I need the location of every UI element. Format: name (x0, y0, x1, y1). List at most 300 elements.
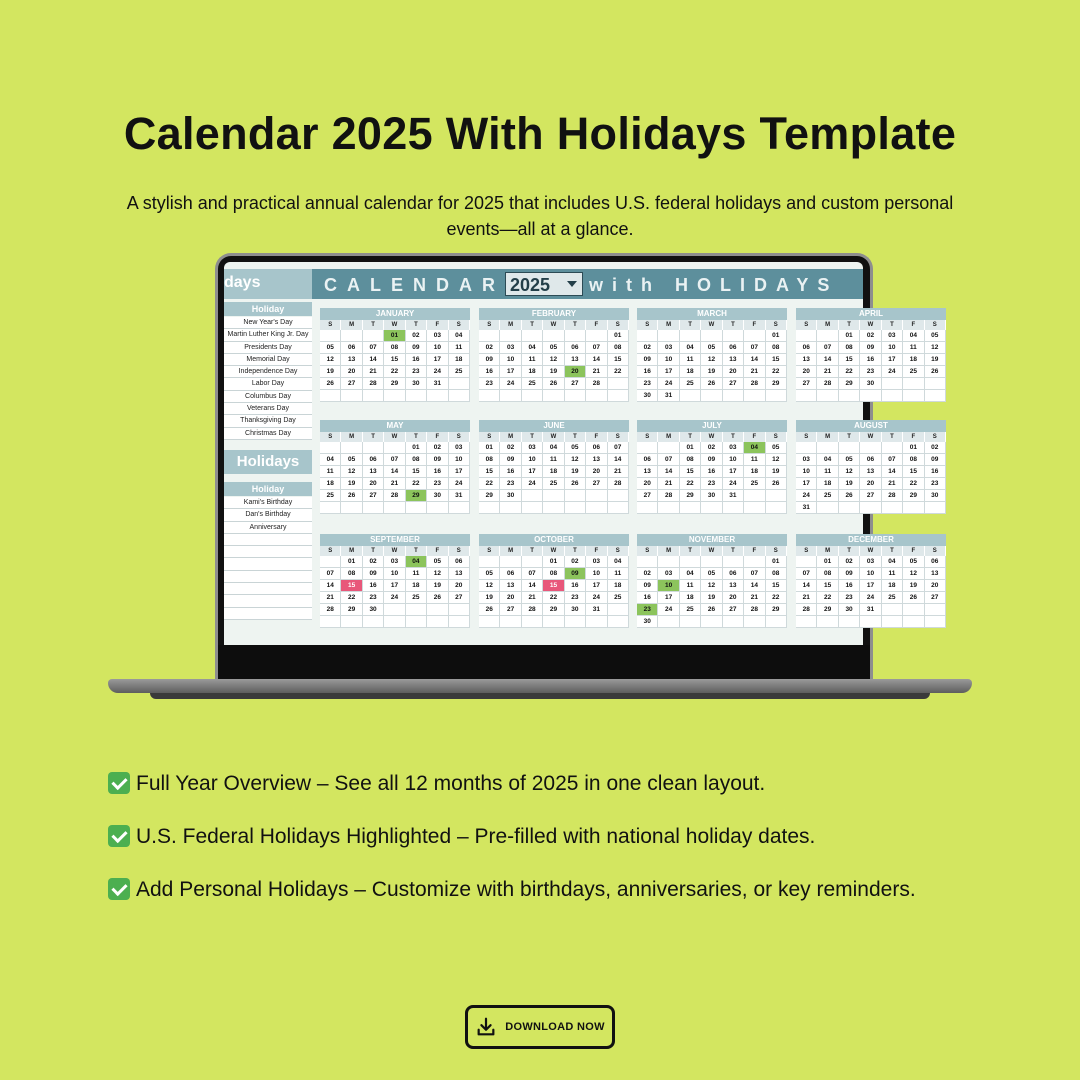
day-cell[interactable]: 28 (522, 604, 543, 616)
day-cell[interactable]: 13 (860, 466, 881, 478)
day-cell[interactable]: 27 (586, 478, 607, 490)
day-cell[interactable]: 21 (586, 366, 607, 378)
day-cell[interactable]: 11 (903, 342, 924, 354)
day-cell[interactable]: 02 (500, 442, 521, 454)
day-cell[interactable]: 28 (586, 378, 607, 390)
day-cell[interactable]: 03 (427, 330, 448, 342)
day-cell[interactable]: 28 (320, 604, 341, 616)
day-cell[interactable]: 08 (839, 342, 860, 354)
day-cell[interactable]: 01 (817, 556, 838, 568)
day-cell[interactable] (543, 330, 564, 342)
day-cell[interactable]: 16 (500, 466, 521, 478)
day-cell[interactable]: 05 (320, 342, 341, 354)
day-cell[interactable]: 16 (860, 354, 881, 366)
day-cell[interactable]: 22 (766, 592, 787, 604)
day-cell[interactable] (406, 502, 427, 514)
day-cell[interactable]: 17 (796, 478, 817, 490)
day-cell[interactable]: 09 (637, 580, 658, 592)
day-cell[interactable]: 13 (341, 354, 362, 366)
day-cell[interactable] (680, 616, 701, 628)
day-cell[interactable]: 12 (427, 568, 448, 580)
day-cell[interactable]: 12 (903, 568, 924, 580)
day-cell[interactable]: 30 (860, 378, 881, 390)
day-cell[interactable]: 19 (839, 478, 860, 490)
day-cell[interactable]: 17 (384, 580, 405, 592)
day-cell[interactable]: 17 (723, 466, 744, 478)
day-cell[interactable]: 08 (903, 454, 924, 466)
day-cell[interactable]: 16 (637, 592, 658, 604)
day-cell[interactable]: 04 (744, 442, 765, 454)
day-cell[interactable]: 02 (479, 342, 500, 354)
day-cell[interactable]: 25 (522, 378, 543, 390)
day-cell[interactable]: 20 (637, 478, 658, 490)
day-cell[interactable]: 28 (796, 604, 817, 616)
day-cell[interactable]: 28 (744, 378, 765, 390)
day-cell[interactable]: 26 (565, 478, 586, 490)
day-cell[interactable]: 18 (680, 592, 701, 604)
day-cell[interactable]: 04 (903, 330, 924, 342)
day-cell[interactable]: 17 (522, 466, 543, 478)
day-cell[interactable] (500, 556, 521, 568)
day-cell[interactable]: 14 (586, 354, 607, 366)
day-cell[interactable] (723, 502, 744, 514)
day-cell[interactable]: 14 (658, 466, 679, 478)
day-cell[interactable]: 20 (565, 366, 586, 378)
day-cell[interactable]: 19 (320, 366, 341, 378)
day-cell[interactable] (766, 502, 787, 514)
day-cell[interactable]: 22 (341, 592, 362, 604)
day-cell[interactable]: 07 (608, 442, 629, 454)
day-cell[interactable] (839, 442, 860, 454)
day-cell[interactable] (363, 502, 384, 514)
day-cell[interactable]: 06 (796, 342, 817, 354)
day-cell[interactable]: 01 (384, 330, 405, 342)
day-cell[interactable]: 22 (766, 366, 787, 378)
day-cell[interactable]: 01 (766, 556, 787, 568)
day-cell[interactable]: 03 (384, 556, 405, 568)
day-cell[interactable] (796, 330, 817, 342)
day-cell[interactable]: 13 (586, 454, 607, 466)
day-cell[interactable]: 20 (449, 580, 470, 592)
day-cell[interactable]: 02 (860, 330, 881, 342)
day-cell[interactable]: 28 (658, 490, 679, 502)
day-cell[interactable] (796, 442, 817, 454)
day-cell[interactable] (925, 390, 946, 402)
day-cell[interactable]: 21 (658, 478, 679, 490)
day-cell[interactable]: 01 (341, 556, 362, 568)
day-cell[interactable]: 09 (479, 354, 500, 366)
day-cell[interactable]: 05 (341, 454, 362, 466)
day-cell[interactable] (680, 390, 701, 402)
day-cell[interactable] (766, 390, 787, 402)
day-cell[interactable]: 11 (882, 568, 903, 580)
day-cell[interactable] (363, 442, 384, 454)
day-cell[interactable] (320, 502, 341, 514)
day-cell[interactable]: 25 (320, 490, 341, 502)
day-cell[interactable]: 22 (839, 366, 860, 378)
day-cell[interactable]: 05 (925, 330, 946, 342)
day-cell[interactable]: 06 (586, 442, 607, 454)
day-cell[interactable]: 20 (586, 466, 607, 478)
day-cell[interactable]: 19 (479, 592, 500, 604)
day-cell[interactable]: 10 (796, 466, 817, 478)
day-cell[interactable]: 31 (449, 490, 470, 502)
day-cell[interactable]: 28 (744, 604, 765, 616)
day-cell[interactable]: 03 (522, 442, 543, 454)
day-cell[interactable] (449, 616, 470, 628)
day-cell[interactable]: 28 (817, 378, 838, 390)
day-cell[interactable] (658, 502, 679, 514)
day-cell[interactable]: 13 (363, 466, 384, 478)
day-cell[interactable]: 29 (766, 378, 787, 390)
day-cell[interactable]: 24 (658, 378, 679, 390)
day-cell[interactable]: 24 (522, 478, 543, 490)
day-cell[interactable] (320, 616, 341, 628)
day-cell[interactable]: 04 (817, 454, 838, 466)
day-cell[interactable]: 05 (903, 556, 924, 568)
day-cell[interactable]: 27 (565, 378, 586, 390)
day-cell[interactable] (903, 378, 924, 390)
day-cell[interactable] (680, 330, 701, 342)
day-cell[interactable]: 07 (817, 342, 838, 354)
day-cell[interactable]: 14 (522, 580, 543, 592)
day-cell[interactable]: 07 (384, 454, 405, 466)
day-cell[interactable]: 05 (701, 342, 722, 354)
day-cell[interactable]: 15 (817, 580, 838, 592)
day-cell[interactable] (522, 330, 543, 342)
day-cell[interactable]: 07 (658, 454, 679, 466)
day-cell[interactable] (882, 616, 903, 628)
day-cell[interactable]: 19 (903, 580, 924, 592)
day-cell[interactable]: 10 (882, 342, 903, 354)
day-cell[interactable] (766, 616, 787, 628)
day-cell[interactable]: 09 (925, 454, 946, 466)
day-cell[interactable]: 11 (817, 466, 838, 478)
day-cell[interactable]: 27 (860, 490, 881, 502)
day-cell[interactable] (925, 616, 946, 628)
day-cell[interactable]: 09 (500, 454, 521, 466)
day-cell[interactable]: 09 (860, 342, 881, 354)
day-cell[interactable]: 22 (817, 592, 838, 604)
day-cell[interactable]: 30 (925, 490, 946, 502)
day-cell[interactable]: 02 (839, 556, 860, 568)
day-cell[interactable]: 24 (384, 592, 405, 604)
day-cell[interactable]: 04 (406, 556, 427, 568)
day-cell[interactable]: 06 (565, 342, 586, 354)
day-cell[interactable] (341, 390, 362, 402)
day-cell[interactable] (479, 502, 500, 514)
day-cell[interactable] (925, 502, 946, 514)
day-cell[interactable] (608, 502, 629, 514)
day-cell[interactable] (406, 604, 427, 616)
day-cell[interactable] (839, 502, 860, 514)
day-cell[interactable] (565, 390, 586, 402)
day-cell[interactable]: 09 (565, 568, 586, 580)
day-cell[interactable]: 05 (839, 454, 860, 466)
day-cell[interactable]: 08 (406, 454, 427, 466)
day-cell[interactable]: 17 (500, 366, 521, 378)
day-cell[interactable]: 12 (543, 354, 564, 366)
day-cell[interactable]: 03 (882, 330, 903, 342)
day-cell[interactable]: 20 (363, 478, 384, 490)
day-cell[interactable]: 15 (543, 580, 564, 592)
day-cell[interactable]: 02 (363, 556, 384, 568)
download-button[interactable] (465, 1005, 615, 1049)
day-cell[interactable]: 09 (839, 568, 860, 580)
day-cell[interactable]: 23 (406, 366, 427, 378)
day-cell[interactable]: 16 (406, 354, 427, 366)
day-cell[interactable]: 05 (766, 442, 787, 454)
day-cell[interactable] (680, 502, 701, 514)
day-cell[interactable] (860, 502, 881, 514)
day-cell[interactable]: 06 (723, 568, 744, 580)
day-cell[interactable]: 14 (608, 454, 629, 466)
day-cell[interactable]: 27 (723, 604, 744, 616)
day-cell[interactable]: 29 (903, 490, 924, 502)
day-cell[interactable]: 13 (925, 568, 946, 580)
day-cell[interactable]: 10 (586, 568, 607, 580)
day-cell[interactable]: 14 (744, 354, 765, 366)
day-cell[interactable] (860, 390, 881, 402)
day-cell[interactable]: 15 (341, 580, 362, 592)
day-cell[interactable]: 04 (449, 330, 470, 342)
day-cell[interactable] (744, 490, 765, 502)
day-cell[interactable]: 17 (449, 466, 470, 478)
day-cell[interactable]: 12 (839, 466, 860, 478)
day-cell[interactable]: 15 (766, 580, 787, 592)
day-cell[interactable]: 05 (479, 568, 500, 580)
day-cell[interactable]: 01 (406, 442, 427, 454)
day-cell[interactable] (363, 390, 384, 402)
day-cell[interactable]: 10 (658, 580, 679, 592)
day-cell[interactable]: 11 (406, 568, 427, 580)
day-cell[interactable]: 03 (796, 454, 817, 466)
day-cell[interactable]: 18 (406, 580, 427, 592)
day-cell[interactable]: 23 (637, 378, 658, 390)
day-cell[interactable]: 07 (882, 454, 903, 466)
day-cell[interactable]: 04 (882, 556, 903, 568)
day-cell[interactable] (903, 616, 924, 628)
day-cell[interactable]: 04 (543, 442, 564, 454)
day-cell[interactable]: 23 (839, 592, 860, 604)
day-cell[interactable]: 18 (744, 466, 765, 478)
day-cell[interactable]: 26 (427, 592, 448, 604)
day-cell[interactable]: 12 (925, 342, 946, 354)
day-cell[interactable]: 02 (406, 330, 427, 342)
day-cell[interactable]: 28 (363, 378, 384, 390)
day-cell[interactable] (586, 390, 607, 402)
day-cell[interactable]: 25 (543, 478, 564, 490)
day-cell[interactable]: 30 (637, 616, 658, 628)
day-cell[interactable]: 11 (680, 354, 701, 366)
day-cell[interactable]: 09 (363, 568, 384, 580)
day-cell[interactable]: 15 (384, 354, 405, 366)
day-cell[interactable]: 25 (680, 378, 701, 390)
day-cell[interactable] (839, 390, 860, 402)
day-cell[interactable]: 07 (320, 568, 341, 580)
day-cell[interactable]: 03 (449, 442, 470, 454)
day-cell[interactable]: 17 (427, 354, 448, 366)
day-cell[interactable]: 15 (479, 466, 500, 478)
day-cell[interactable] (817, 442, 838, 454)
day-cell[interactable]: 07 (744, 342, 765, 354)
day-cell[interactable]: 23 (565, 592, 586, 604)
day-cell[interactable]: 21 (744, 366, 765, 378)
day-cell[interactable]: 13 (500, 580, 521, 592)
day-cell[interactable]: 02 (637, 342, 658, 354)
day-cell[interactable]: 09 (701, 454, 722, 466)
day-cell[interactable] (903, 390, 924, 402)
day-cell[interactable]: 18 (449, 354, 470, 366)
day-cell[interactable]: 24 (796, 490, 817, 502)
day-cell[interactable] (608, 490, 629, 502)
day-cell[interactable] (565, 490, 586, 502)
day-cell[interactable]: 22 (903, 478, 924, 490)
day-cell[interactable]: 18 (680, 366, 701, 378)
day-cell[interactable]: 08 (680, 454, 701, 466)
day-cell[interactable] (341, 616, 362, 628)
day-cell[interactable]: 26 (766, 478, 787, 490)
day-cell[interactable] (500, 616, 521, 628)
day-cell[interactable]: 06 (723, 342, 744, 354)
day-cell[interactable] (586, 490, 607, 502)
day-cell[interactable]: 23 (479, 378, 500, 390)
day-cell[interactable] (479, 616, 500, 628)
day-cell[interactable] (427, 502, 448, 514)
day-cell[interactable]: 29 (341, 604, 362, 616)
day-cell[interactable] (565, 616, 586, 628)
day-cell[interactable]: 01 (839, 330, 860, 342)
day-cell[interactable] (565, 330, 586, 342)
day-cell[interactable]: 05 (565, 442, 586, 454)
day-cell[interactable]: 19 (565, 466, 586, 478)
day-cell[interactable] (925, 378, 946, 390)
day-cell[interactable]: 19 (427, 580, 448, 592)
day-cell[interactable]: 15 (406, 466, 427, 478)
day-cell[interactable] (608, 616, 629, 628)
day-cell[interactable] (701, 390, 722, 402)
day-cell[interactable] (882, 378, 903, 390)
day-cell[interactable]: 10 (522, 454, 543, 466)
day-cell[interactable]: 10 (658, 354, 679, 366)
day-cell[interactable]: 18 (817, 478, 838, 490)
day-cell[interactable]: 31 (427, 378, 448, 390)
day-cell[interactable]: 08 (608, 342, 629, 354)
day-cell[interactable] (860, 442, 881, 454)
day-cell[interactable]: 05 (543, 342, 564, 354)
day-cell[interactable]: 14 (817, 354, 838, 366)
day-cell[interactable]: 20 (925, 580, 946, 592)
day-cell[interactable] (701, 330, 722, 342)
day-cell[interactable]: 13 (723, 354, 744, 366)
day-cell[interactable] (586, 502, 607, 514)
day-cell[interactable] (384, 502, 405, 514)
day-cell[interactable]: 23 (500, 478, 521, 490)
day-cell[interactable]: 22 (479, 478, 500, 490)
day-cell[interactable]: 27 (449, 592, 470, 604)
day-cell[interactable]: 14 (796, 580, 817, 592)
day-cell[interactable]: 18 (882, 580, 903, 592)
day-cell[interactable]: 18 (543, 466, 564, 478)
day-cell[interactable]: 29 (479, 490, 500, 502)
day-cell[interactable]: 08 (479, 454, 500, 466)
day-cell[interactable]: 22 (680, 478, 701, 490)
day-cell[interactable]: 15 (766, 354, 787, 366)
day-cell[interactable]: 11 (543, 454, 564, 466)
day-cell[interactable]: 02 (427, 442, 448, 454)
day-cell[interactable] (384, 442, 405, 454)
day-cell[interactable]: 15 (839, 354, 860, 366)
day-cell[interactable]: 27 (363, 490, 384, 502)
day-cell[interactable]: 15 (608, 354, 629, 366)
day-cell[interactable]: 25 (882, 592, 903, 604)
day-cell[interactable]: 04 (522, 342, 543, 354)
day-cell[interactable] (766, 490, 787, 502)
day-cell[interactable] (723, 616, 744, 628)
day-cell[interactable] (384, 390, 405, 402)
day-cell[interactable]: 30 (839, 604, 860, 616)
day-cell[interactable]: 28 (608, 478, 629, 490)
chevron-down-icon[interactable] (567, 281, 577, 287)
day-cell[interactable] (608, 390, 629, 402)
day-cell[interactable]: 13 (637, 466, 658, 478)
day-cell[interactable]: 22 (384, 366, 405, 378)
day-cell[interactable]: 26 (925, 366, 946, 378)
day-cell[interactable]: 04 (680, 342, 701, 354)
day-cell[interactable] (363, 616, 384, 628)
day-cell[interactable] (341, 502, 362, 514)
day-cell[interactable]: 07 (744, 568, 765, 580)
day-cell[interactable]: 31 (796, 502, 817, 514)
day-cell[interactable]: 14 (882, 466, 903, 478)
day-cell[interactable]: 23 (860, 366, 881, 378)
day-cell[interactable]: 05 (427, 556, 448, 568)
day-cell[interactable]: 24 (427, 366, 448, 378)
day-cell[interactable]: 12 (701, 354, 722, 366)
day-cell[interactable] (543, 616, 564, 628)
day-cell[interactable] (925, 604, 946, 616)
day-cell[interactable]: 24 (658, 604, 679, 616)
day-cell[interactable]: 27 (796, 378, 817, 390)
day-cell[interactable]: 07 (522, 568, 543, 580)
day-cell[interactable]: 29 (543, 604, 564, 616)
day-cell[interactable]: 19 (925, 354, 946, 366)
day-cell[interactable]: 01 (766, 330, 787, 342)
day-cell[interactable]: 11 (608, 568, 629, 580)
day-cell[interactable] (817, 502, 838, 514)
day-cell[interactable]: 03 (658, 568, 679, 580)
day-cell[interactable] (586, 330, 607, 342)
day-cell[interactable]: 18 (903, 354, 924, 366)
day-cell[interactable]: 01 (680, 442, 701, 454)
day-cell[interactable]: 17 (860, 580, 881, 592)
day-cell[interactable] (522, 502, 543, 514)
day-cell[interactable] (406, 390, 427, 402)
day-cell[interactable]: 09 (637, 354, 658, 366)
day-cell[interactable] (744, 390, 765, 402)
day-cell[interactable]: 10 (723, 454, 744, 466)
day-cell[interactable]: 20 (723, 366, 744, 378)
day-cell[interactable]: 21 (384, 478, 405, 490)
day-cell[interactable] (658, 616, 679, 628)
day-cell[interactable]: 13 (565, 354, 586, 366)
day-cell[interactable]: 01 (903, 442, 924, 454)
day-cell[interactable]: 25 (744, 478, 765, 490)
day-cell[interactable]: 09 (406, 342, 427, 354)
day-cell[interactable]: 21 (363, 366, 384, 378)
day-cell[interactable] (363, 330, 384, 342)
day-cell[interactable]: 08 (817, 568, 838, 580)
